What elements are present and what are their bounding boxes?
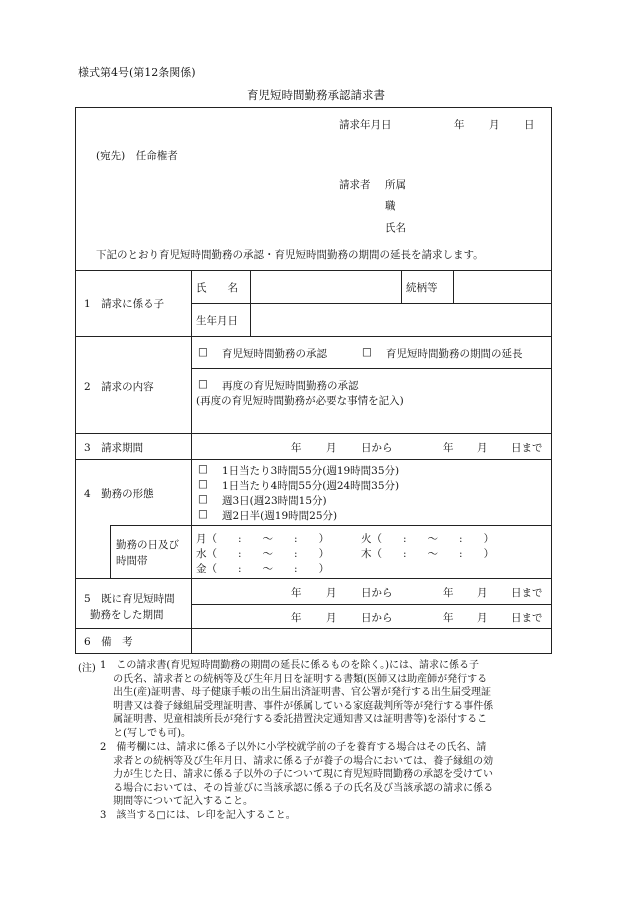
- past1-end-until: 日まで: [511, 587, 543, 599]
- period-end-year: 年: [443, 442, 454, 454]
- option-extension-label: 育児短時間勤務の期間の延長: [386, 348, 523, 360]
- outer-border-right: [551, 107, 552, 654]
- checkbox-form-3[interactable]: □: [198, 493, 208, 505]
- child-relation-label: 続柄等: [406, 282, 438, 294]
- past1-end-month: 月: [477, 587, 488, 599]
- row-line-5: [75, 578, 552, 579]
- past2-start-month: 月: [326, 612, 337, 624]
- option-again-note: (再度の育児短時間勤務が必要な事情を記入): [196, 395, 404, 407]
- slot-wednesday: 水（ : 〜 : ）: [196, 548, 330, 560]
- requester-position: 職: [385, 200, 396, 212]
- past1-start-month: 月: [326, 587, 337, 599]
- note-1: 1 この請求書(育児短時間勤務の期間の延長に係るものを除く。)には、請求に係る子 の氏名、請求者との続柄等及び生年月日を証明する書類(医師又は助産師が発行する 出生(産)証明書、母子健康手帳の出生届出済証明書、官公署が発行する出生届受理証 明書又は養子縁組届受理証明書、事件が係属している家庭裁判所等が発行する事件係 属証明書、児童相談所長が発行する委託措置決定通知書又は証明書等)を添付するこ と(写しでも可)。: [100, 660, 494, 739]
- note-2: 2 備考欄には、請求に係る子以外に小学校就学前の子を養育する場合はその氏名、請 求者との続柄等及び生年月日、請求に係る子が養子の場合においては、養子縁組の効 力が生じた日、請求に係る子以外の子について現に育児短時間勤務の承認を受けてい る場合においては、その旨並びに当該承認に係る子の氏名及び当該承認の請求に係る 期間等について記入すること。: [100, 742, 494, 808]
- section-past-label-2: 勤務をした期間: [90, 609, 164, 621]
- checkbox-form-4[interactable]: □: [198, 508, 208, 520]
- note-3: 3 該当する□には、レ印を記入すること。: [100, 810, 296, 821]
- days-label-line1: 勤務の日及び: [116, 539, 179, 551]
- period-start-from: 日から: [361, 442, 393, 454]
- section-past-label-1: 5 既に育児短時間: [84, 593, 175, 605]
- form-option-1: 1日当たり3時間55分(週19時間35分): [222, 465, 400, 477]
- past2-end-until: 日まで: [511, 612, 543, 624]
- row-line-6: [75, 628, 552, 629]
- request-date-label: 請求年月日: [339, 119, 392, 131]
- form-number: 様式第4号(第12条関係): [78, 66, 196, 79]
- period-start-month: 月: [326, 442, 337, 454]
- period-start-year: 年: [291, 442, 302, 454]
- slot-friday: 金（ : 〜 : ）: [196, 563, 330, 575]
- period-end-until: 日まで: [511, 442, 543, 454]
- child-name-label: 氏 名: [196, 282, 238, 294]
- request-date-day: 日: [524, 119, 535, 131]
- checkbox-again[interactable]: □: [198, 378, 208, 390]
- checkbox-form-1[interactable]: □: [198, 463, 208, 475]
- row-line-content-mid: [191, 368, 552, 369]
- row-line-past-mid: [191, 604, 552, 605]
- section-content-label: 2 請求の内容: [84, 381, 154, 393]
- section-form-label: 4 勤務の形態: [84, 488, 154, 500]
- notes-prefix: (注): [78, 663, 96, 674]
- past1-start-year: 年: [291, 587, 302, 599]
- past2-start-year: 年: [291, 612, 302, 624]
- form-option-4: 週2日半(週19時間25分): [222, 510, 338, 522]
- addressee: (宛先) 任命権者: [96, 150, 178, 162]
- col-line-name-label: [250, 270, 251, 336]
- requester-name: 氏名: [385, 222, 406, 234]
- checkbox-extension[interactable]: □: [362, 346, 372, 358]
- section-period-label: 3 請求期間: [84, 442, 144, 454]
- child-dob-label: 生年月日: [196, 315, 238, 327]
- section-child-label: 1 請求に係る子: [84, 298, 165, 310]
- request-statement: 下記のとおり育児短時間勤務の承認・育児短時間勤務の期間の延長を請求します。: [96, 249, 484, 261]
- col-line-relation-right: [453, 270, 454, 303]
- col-line-label: [191, 270, 192, 654]
- col-line-relation-left: [401, 270, 402, 303]
- outer-border-top: [75, 107, 552, 108]
- option-approval-label: 育児短時間勤務の承認: [222, 348, 327, 360]
- slot-tuesday: 火（ : 〜 : ）: [361, 533, 495, 545]
- outer-border-left: [75, 107, 76, 654]
- past2-start-from: 日から: [361, 612, 393, 624]
- option-again-label: 再度の育児短時間勤務の承認: [222, 380, 359, 392]
- days-label-line2: 時間帯: [116, 555, 148, 567]
- row-line-3: [75, 433, 552, 434]
- row-line-form-mid: [110, 525, 552, 526]
- form-option-2: 1日当たり4時間55分(週24時間35分): [222, 480, 400, 492]
- checkbox-form-2[interactable]: □: [198, 478, 208, 490]
- past2-end-year: 年: [443, 612, 454, 624]
- form-option-3: 週3日(週23時間15分): [222, 495, 327, 507]
- past1-start-from: 日から: [361, 587, 393, 599]
- requester-label: 請求者: [339, 179, 371, 191]
- past1-end-year: 年: [443, 587, 454, 599]
- slot-monday: 月（ : 〜 : ）: [196, 533, 330, 545]
- col-line-days-sub: [110, 525, 111, 578]
- row-line-child-mid: [191, 303, 552, 304]
- form-title: 育児短時間勤務承認請求書: [247, 88, 385, 102]
- row-line-1: [75, 270, 552, 271]
- section-remarks-label: 6 備 考: [84, 636, 133, 648]
- checkbox-approval[interactable]: □: [198, 346, 208, 358]
- outer-border-bottom: [75, 653, 552, 654]
- row-line-2: [75, 336, 552, 337]
- row-line-4: [75, 459, 552, 460]
- slot-thursday: 木（ : 〜 : ）: [361, 548, 495, 560]
- request-date-year: 年: [454, 119, 465, 131]
- past2-end-month: 月: [477, 612, 488, 624]
- requester-affiliation: 所属: [385, 179, 406, 191]
- request-date-month: 月: [489, 119, 500, 131]
- period-end-month: 月: [477, 442, 488, 454]
